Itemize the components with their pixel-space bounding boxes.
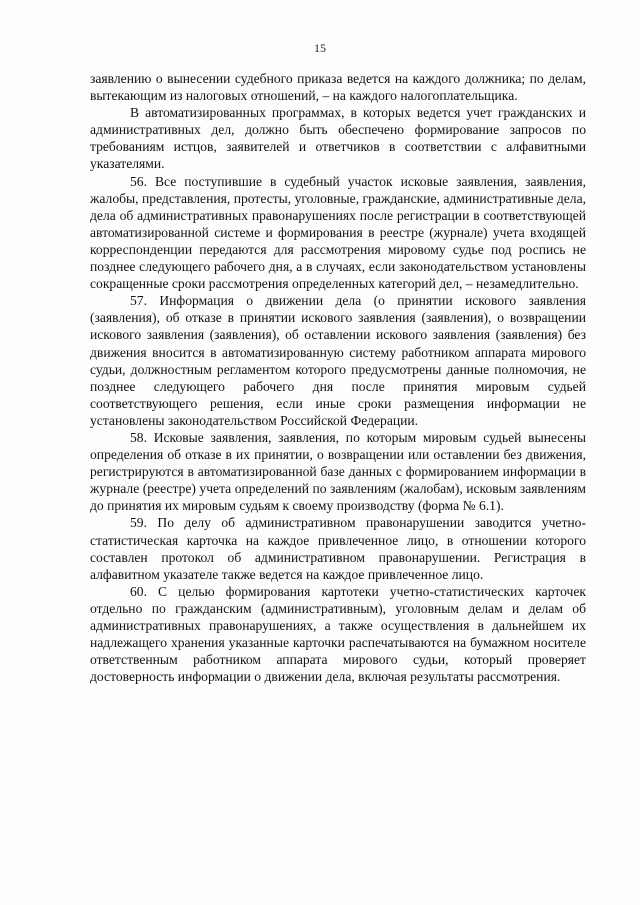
paragraph-60: 60. С целью формирования картотеки учетно-статистических карточек отдельно по гражданским (административным), уголовным делам и делам об административных правонарушениях, а также осуществления в дальнейшем их надлежащего хранения указанные карточки распечатываются на бумажном носителе ответственным работником аппарата мирового судьи, который проверяет достоверность информации о движении дела, включая результаты рассмотрения.	[90, 583, 586, 685]
paragraph-continuation: заявлению о вынесении судебного приказа ведется на каждого должника; по делам, вытекающим из налоговых отношений, – на каждого налогоплательщика.	[90, 71, 586, 104]
paragraph-56: 56. Все поступившие в судебный участок исковые заявления, заявления, жалобы, представления, протесты, уголовные, гражданские, административные дела, дела об административных правонарушениях после регистрации в соответствующей автоматизированной системе и формирования в реестре (журнале) учета входящей корреспонденции передаются для рассмотрения мировому судье под роспись не позднее следующего рабочего дня, а в случаях, если законодательством установлены сокращенные сроки рассмотрения определенных категорий дел, – незамедлительно.	[90, 173, 586, 292]
paragraph-58: 58. Исковые заявления, заявления, по которым мировым судьей вынесены определения об отказе в их принятии, о возвращении или оставлении без движения, регистрируются в автоматизированной базе данных с формированием информации в журнале (реестре) учета определений по заявлениям (жалобам), исковым заявлениям до принятия их мировым судьям к своему производству (форма № 6.1).	[90, 429, 586, 514]
page-number: 15	[314, 41, 326, 55]
document-body	[90, 70, 586, 685]
paragraph-automated-programs: В автоматизированных программах, в которых ведется учет гражданских и административных дел, должно быть обеспечено формирование запросов по требованиям истцов, заявителей и ответчиков в соответствии с алфавитными указателями.	[90, 105, 586, 172]
paragraph-57: 57. Информация о движении дела (о принятии искового заявления (заявления), об отказе в принятии искового заявления (заявления), о возвращении искового заявления (заявления), об оставлении искового заявления (заявления) без движения вносится в автоматизированную систему работником аппарата мирового судьи, должностным регламентом которого предусмотрены данные полномочия, не позднее следующего рабочего дня после принятия мировым судьей соответствующего решения, если иные сроки размещения информации не установлены законодательством Российской Федерации.	[90, 293, 586, 428]
paragraph-59: 59. По делу об административном правонарушении заводится учетно-статистическая карточка на каждое привлеченное лицо, в отношении которого составлен протокол об административном правонарушении. Регистрация в алфавитном указателе также ведется на каждое привлеченное лицо.	[90, 515, 586, 582]
